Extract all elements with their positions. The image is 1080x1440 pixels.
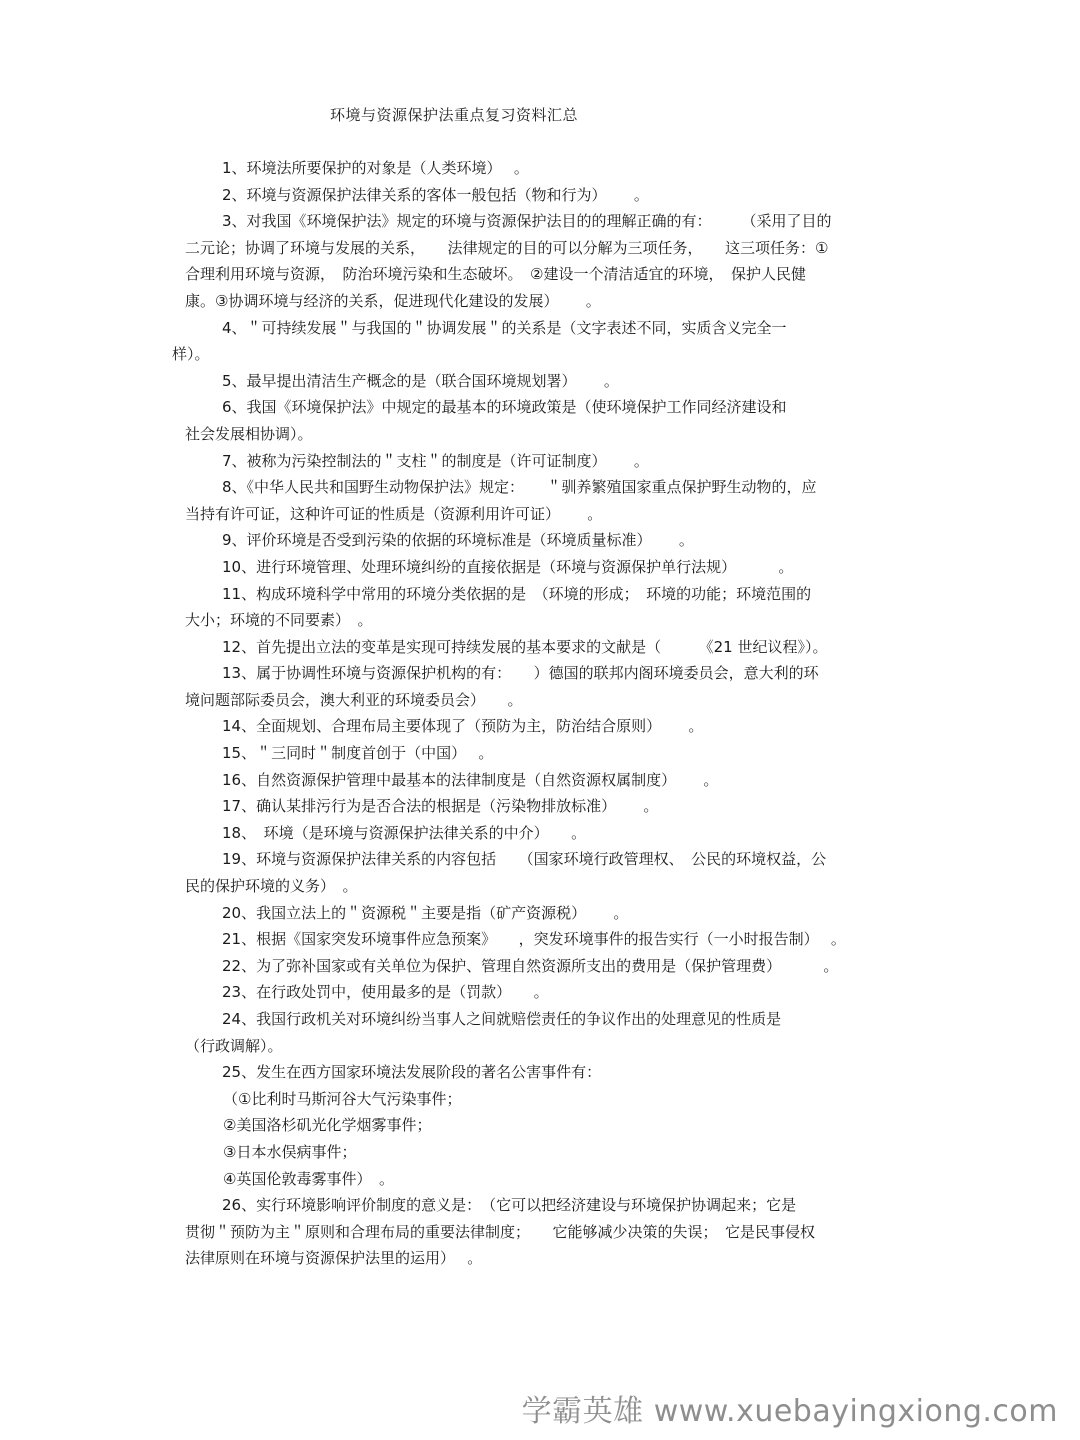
text-line: 样）。 [172, 345, 210, 364]
text-line: 7、被称为污染控制法的＂支柱＂的制度是（许可证制度） 。 [222, 451, 649, 470]
text-line: 当持有许可证，这种许可证的性质是（资源利用许可证） 。 [185, 504, 603, 523]
text-line: 法律原则在环境与资源保护法里的运用） 。 [185, 1249, 483, 1268]
text-line: 4、＂可持续发展＂与我国的＂协调发展＂的关系是（文字表述不同，实质含义完全一 [222, 318, 787, 337]
text-line: 境问题部际委员会，澳大利亚的环境委员会） 。 [185, 690, 523, 709]
text-line: 24、我国行政机关对环境纠纷当事人之间就赔偿责任的争议作出的处理意见的性质是 [222, 1010, 782, 1028]
text-line: 二元论；协调了环境与发展的关系， 法律规定的目的可以分解为三项任务， 这三项任务：① [185, 238, 829, 257]
text-line: （①比利时马斯河谷大气污染事件； [223, 1089, 462, 1108]
text-line: ②美国洛杉矶光化学烟雾事件； [223, 1116, 432, 1135]
text-line: 22、为了弥补国家或有关单位为保护、管理自然资源所支出的费用是（保护管理费） 。 [222, 956, 839, 975]
text-line: 8、《中华人民共和国野生动物保护法》规定： ＂驯养繁殖国家重点保护野生动物的，应 [222, 478, 817, 497]
text-line: 12、首先提出立法的变革是实现可持续发展的基本要求的文献是（ 《21 世纪议程》）。 [222, 637, 828, 656]
text-line: 19、环境与资源保护法律关系的内容包括 （国家环境行政管理权、 公民的环境权益，公 [222, 850, 827, 869]
text-line: 17、确认某排污行为是否合法的根据是（污染物排放标准） 。 [222, 797, 659, 816]
text-line: 9、评价环境是否受到污染的依据的环境标准是（环境质量标准） 。 [222, 531, 694, 550]
text-line: 6、我国《环境保护法》中规定的最基本的环境政策是（使环境保护工作同经济建设和 [222, 398, 787, 417]
text-line: 23、在行政处罚中，使用最多的是（罚款） 。 [222, 983, 549, 1002]
text-line: 3、对我国《环境保护法》规定的环境与资源保护法目的的理解正确的有： （采用了目的 [222, 212, 832, 231]
text-line: 5、最早提出清洁生产概念的是（联合国环境规划署） 。 [222, 371, 619, 390]
text-line: 民的保护环境的义务） 。 [185, 877, 358, 896]
document-title: 环境与资源保护法重点复习资料汇总 [330, 106, 579, 124]
document-body [172, 155, 890, 1272]
text-line: 10、进行环境管理、处理环境纠纷的直接依据是（环境与资源保护单行法规） 。 [222, 557, 794, 576]
text-line: 26、实行环境影响评价制度的意义是： （它可以把经济建设与环境保护协调起来；它是 [222, 1196, 797, 1215]
text-line: 贯彻＂预防为主＂原则和合理布局的重要法律制度； 它能够减少决策的失误； 它是民事侵权 [185, 1222, 816, 1241]
text-line: 2、环境与资源保护法律关系的客体一般包括（物和行为） 。 [222, 185, 649, 204]
text-line: 1、环境法所要保护的对象是（人类环境） 。 [222, 159, 529, 177]
text-line: ④英国伦敦毒雾事件） 。 [223, 1169, 394, 1188]
text-line: 15、＂三同时＂制度首创于（中国） 。 [222, 744, 494, 763]
text-line: 11、构成环境科学中常用的环境分类依据的是 （环境的形成； 环境的功能；环境范围的 [222, 584, 812, 603]
text-line: 合理利用环境与资源， 防治环境污染和生态破坏。 ②建设一个清洁适宜的环境， 保护人民健 [185, 265, 806, 284]
text-line: 社会发展相协调）。 [185, 424, 313, 443]
text-line: （行政调解）。 [185, 1036, 283, 1055]
text-line: 21、根据《国家突发环境事件应急预案》 ，突发环境事件的报告实行（一小时报告制） 。 [222, 930, 846, 949]
text-line: 16、自然资源保护管理中最基本的法律制度是（自然资源权属制度） 。 [222, 770, 719, 789]
site-watermark: 学霸英雄 www.xuebayingxiong.com [521, 1394, 1058, 1429]
text-line: 20、我国立法上的＂资源税＂主要是指（矿产资源税） 。 [222, 903, 629, 922]
text-line: 18、 环境（是环境与资源保护法律关系的中介） 。 [222, 823, 587, 842]
text-line: 大小；环境的不同要素） 。 [185, 611, 373, 630]
text-line: 康。③协调环境与经济的关系，促进现代化建设的发展） 。 [185, 291, 601, 310]
text-line: 14、全面规划、合理布局主要体现了（预防为主，防治结合原则） 。 [222, 717, 704, 736]
text-line: ③日本水俣病事件； [223, 1142, 357, 1161]
text-line: 13、属于协调性环境与资源保护机构的有： ）德国的联邦内阁环境委员会，意大利的环 [222, 664, 819, 683]
text-line: 25、发生在西方国家环境法发展阶段的著名公害事件有： [222, 1063, 602, 1082]
